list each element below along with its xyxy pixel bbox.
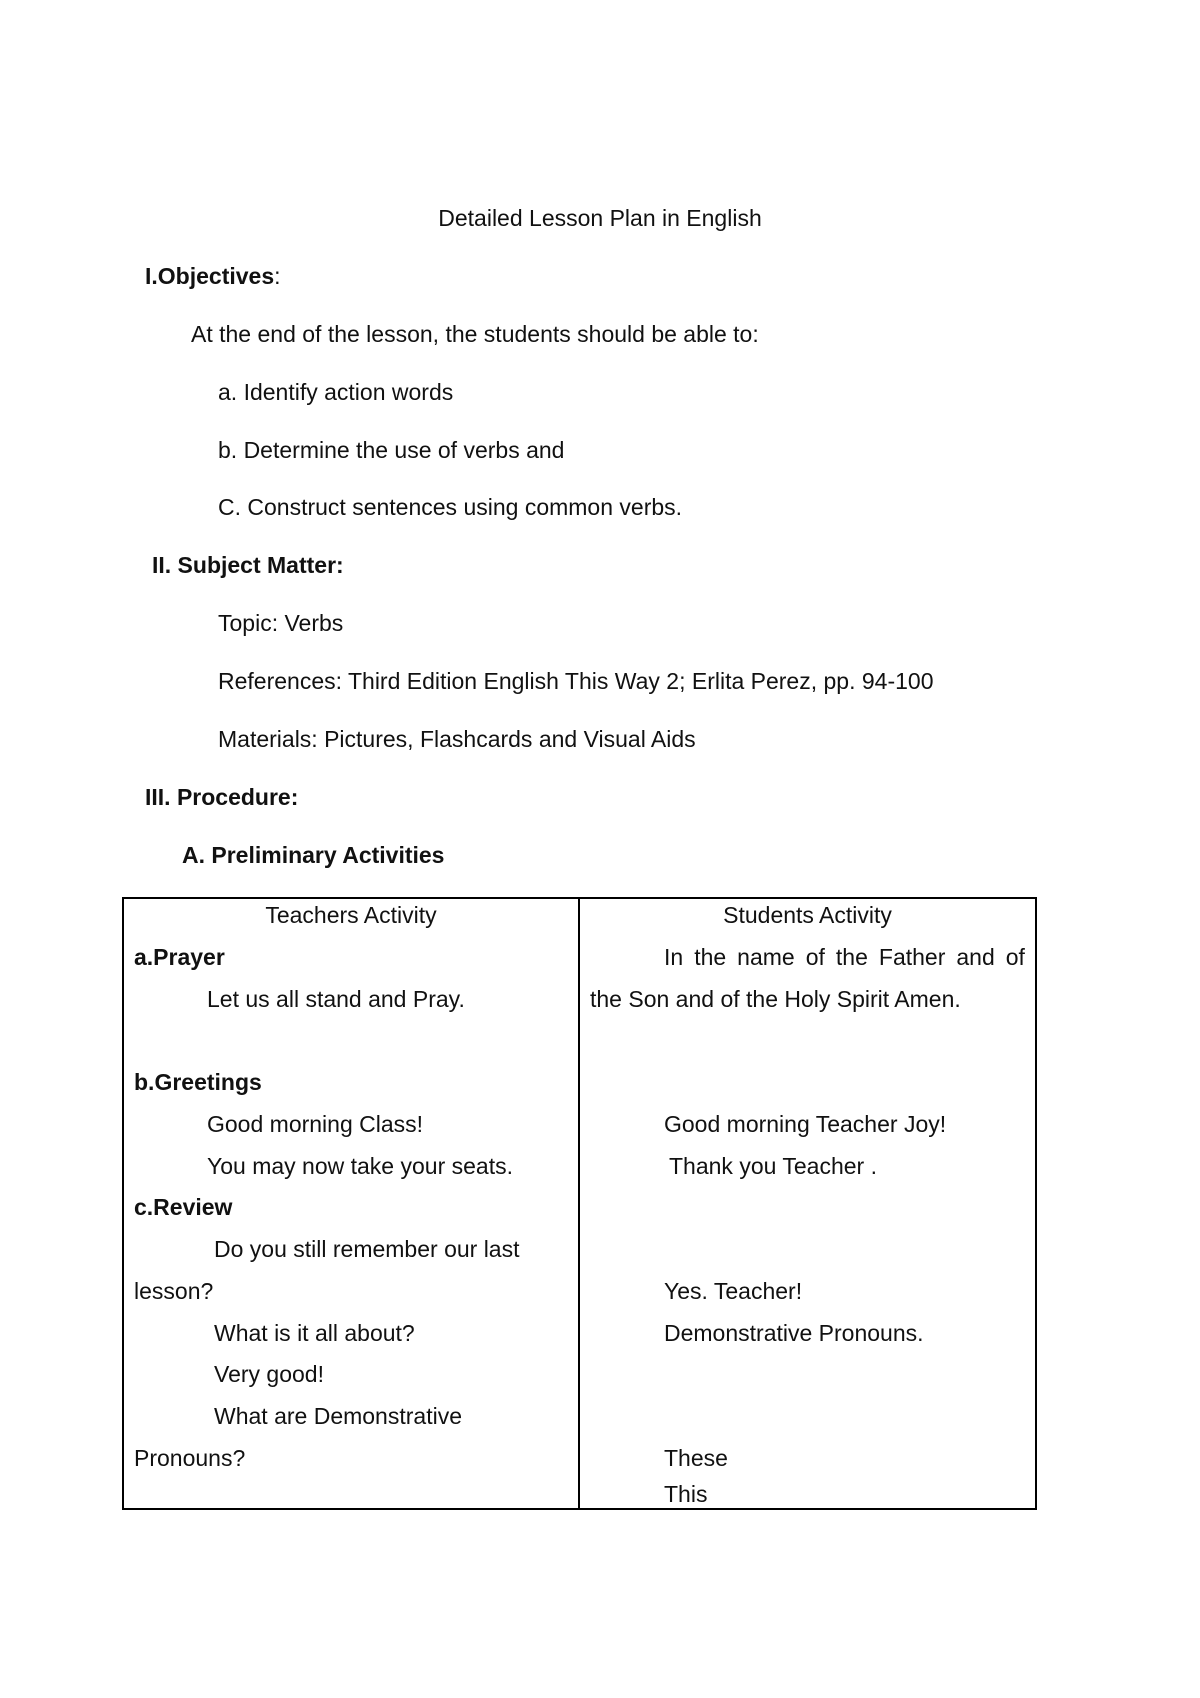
objective-item: C. Construct sentences using common verbs. [218,494,683,520]
subject-materials: Materials: Pictures, Flashcards and Visual Aids [218,726,696,752]
student-review-answer: These [664,1445,728,1471]
objectives-heading: I.Objectives [145,263,275,289]
page-title: Detailed Lesson Plan in English [438,205,762,231]
table-column-divider [578,899,580,1508]
teacher-column-header: Teachers Activity [265,902,437,928]
objective-item: a. Identify action words [218,379,454,405]
student-review-answer: This [664,1481,708,1507]
activities-table [122,897,1037,1510]
student-prayer-word: the [835,944,868,970]
objectives-heading-line [145,262,281,290]
student-prayer-word: and [956,944,995,970]
student-prayer-line [664,943,1025,971]
subject-references: References: Third Edition English This Way 2; Erlita Perez, pp. 94-100 [218,668,934,694]
teacher-review-line: Pronouns? [134,1445,246,1471]
preliminary-activities-heading: A. Preliminary Activities [182,842,445,868]
prayer-heading: a.Prayer [134,944,225,970]
teacher-review-line: lesson? [134,1278,214,1304]
student-review-answer: Yes. Teacher! [664,1278,803,1304]
student-prayer-word: Father [878,944,946,970]
objectives-intro: At the end of the lesson, the students should be able to: [191,321,759,347]
student-greeting-reply: Thank you Teacher . [669,1153,877,1179]
student-prayer-word: of [805,944,825,970]
student-prayer-word: name [737,944,795,970]
teacher-review-line: What is it all about? [214,1320,415,1346]
teacher-review-line: Do you still remember our last [214,1236,520,1262]
student-greeting-reply: Good morning Teacher Joy! [664,1111,947,1137]
teacher-prayer-line: Let us all stand and Pray. [207,986,465,1012]
student-review-answer: Demonstrative Pronouns. [664,1320,924,1346]
subject-topic: Topic: Verbs [218,610,344,636]
procedure-heading: III. Procedure: [145,784,299,810]
objective-item: b. Determine the use of verbs and [218,437,565,463]
greetings-heading: b.Greetings [134,1069,262,1095]
teacher-review-line: What are Demonstrative [214,1403,462,1429]
student-prayer-word: In [664,944,684,970]
teacher-greeting-line: You may now take your seats. [207,1153,513,1179]
student-prayer-line: the Son and of the Holy Spirit Amen. [590,986,961,1012]
student-prayer-word: of [1005,944,1025,970]
student-column-header: Students Activity [723,902,892,928]
objectives-heading-colon: : [274,263,281,289]
review-heading: c.Review [134,1194,233,1220]
teacher-review-line: Very good! [214,1361,324,1387]
teacher-greeting-line: Good morning Class! [207,1111,424,1137]
student-prayer-word: the [694,944,727,970]
subject-matter-heading: II. Subject Matter: [152,552,344,578]
